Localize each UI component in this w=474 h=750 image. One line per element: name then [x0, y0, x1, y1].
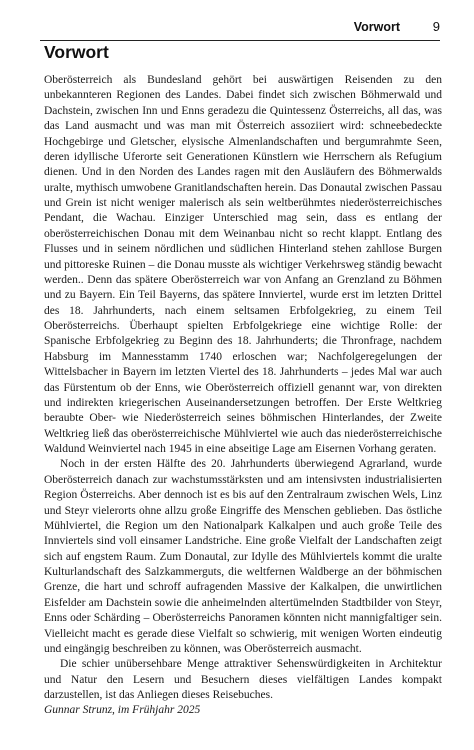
paragraph-2: Noch in der ersten Hälfte des 20. Jahrhunderts überwiegend Agrarland, wurde Oberösterreich danach zur wachstumsstärksten und am intensivsten industrialisierten Region Österreichs. Aber dennoch ist es bis auf den Zentralraum zwischen Wels, Linz und Steyr vielerorts ohne allzu große Eingriffe des Menschen geblieben. Das östliche Mühlviertel, die Region um den Nationalpark Kalkalpen und auch große Teile des Innviertels sind voll einsamer Landstriche. Eine große Vielfalt der Landschaften zeigt sich auf engstem Raum. Zum Donautal, zur Idylle des Mühlviertels kommt die uralte Kulturlandschaft des Salzkammerguts, die weltfernen Waldberge an der böhmischen Grenze, die hart und schroff aufragenden Massive der Kalkalpen, die unwirtlichen Eisfelder am Dachstein sowie die anheimelnden altertümelnden Stadtbilder von Steyr, Enns oder Schärding – Oberösterreichs Panoramen könnten nicht mannigfaltiger sein. Vielleicht macht es gerade diese Vielfalt so schwierig, mit wenigen Worten eindeutig und eingängig beschreiben zu können, was Oberösterreich ausmacht.	[44, 458, 442, 655]
chapter-title: Vorwort	[44, 42, 109, 62]
running-header-title: Vorwort	[353, 20, 400, 34]
paragraph-3: Die schier unübersehbare Menge attraktiver Sehenswürdigkeiten in Architektur und Natur den Lesern und Besuchern dieses vielfältigen Landes kompakt darzustellen, ist das Anliegen dieses Reisebuches.	[44, 658, 442, 701]
running-header	[40, 18, 440, 41]
paragraph-1: Oberösterreich als Bundesland gehört bei auswärtigen Reisenden zu den unbekannteren Regionen des Landes. Dabei findet sich zwischen Böhmerwald und Dachstein, zwischen Inn und Enns geradezu die Quintessenz Österreichs, all das, was das Land ausmacht und was man mit Österreich assoziiert wird: schneebedeckte Hochgebirge und Gletscher, elysische Almenlandschaften und bergumrahmte Seen, deren idyllische Uferorte seit Generationen Künstlern wie Herrschern als Refugium dienen. Und in den Norden des Landes ragen mit den Ausläufern des Böhmerwalds uralte, mythisch umwobene Granitlandschaften herein. Das Donautal zwischen Passau und Grein ist nicht weniger malerisch als sein weltberühmtes niederösterreichisches Pendant, die Wachau. Einziger Unterschied mag sein, dass es entlang der oberösterreichischen Donau mit dem Weinanbau nicht so recht klappt. Entlang des Flusses und in seinem nördlichen und südlichen Hinterland stehen zahllose Burgen und pittoreske Ruinen – die Donau musste als wichtiger Verkehrsweg ständig bewacht werden.. Denn das spätere Oberösterreich war von Anfang an Grenzland zu Böhmen und zu Bayern. Ein Teil Bayerns, das spätere Innviertel, wurde erst im letzten Drittel des 18. Jahrhunderts, nach einem seltsamen Erbfolgekrieg, zu einem Teil Oberösterreichs. Überhaupt spielten Erbfolgekriege eine wichtige Rolle: der Spanische Erbfolgekrieg zu Beginn des 18. Jahrhunderts; die Thronfrage, nachdem Habsburg im Mannesstamm 1740 erloschen war; Nachfolgeregelungen der Wittelsbacher in Bayern im letzten Viertel des 18. Jahrhunderts – jedes Mal war auch das Fürstentum ob der Enns, wie Oberösterreich offiziell genannt war, von direkten und indirekten kriegerischen Auseinandersetzungen betroffen. Der Erste Weltkrieg beraubte Ober- wie Niederösterreich seines böhmischen Hinterlandes, der Zweite Weltkrieg ließ das oberösterreichische Mühlviertel wie auch das niederösterreichische Waldund Weinviertel nach 1945 in eine abseitige Lage am Eisernen Vorhang geraten.	[44, 74, 442, 455]
author-signature: Gunnar Strunz, im Frühjahr 2025	[44, 704, 201, 717]
page-number: 9	[432, 19, 440, 34]
body-text	[44, 73, 442, 719]
